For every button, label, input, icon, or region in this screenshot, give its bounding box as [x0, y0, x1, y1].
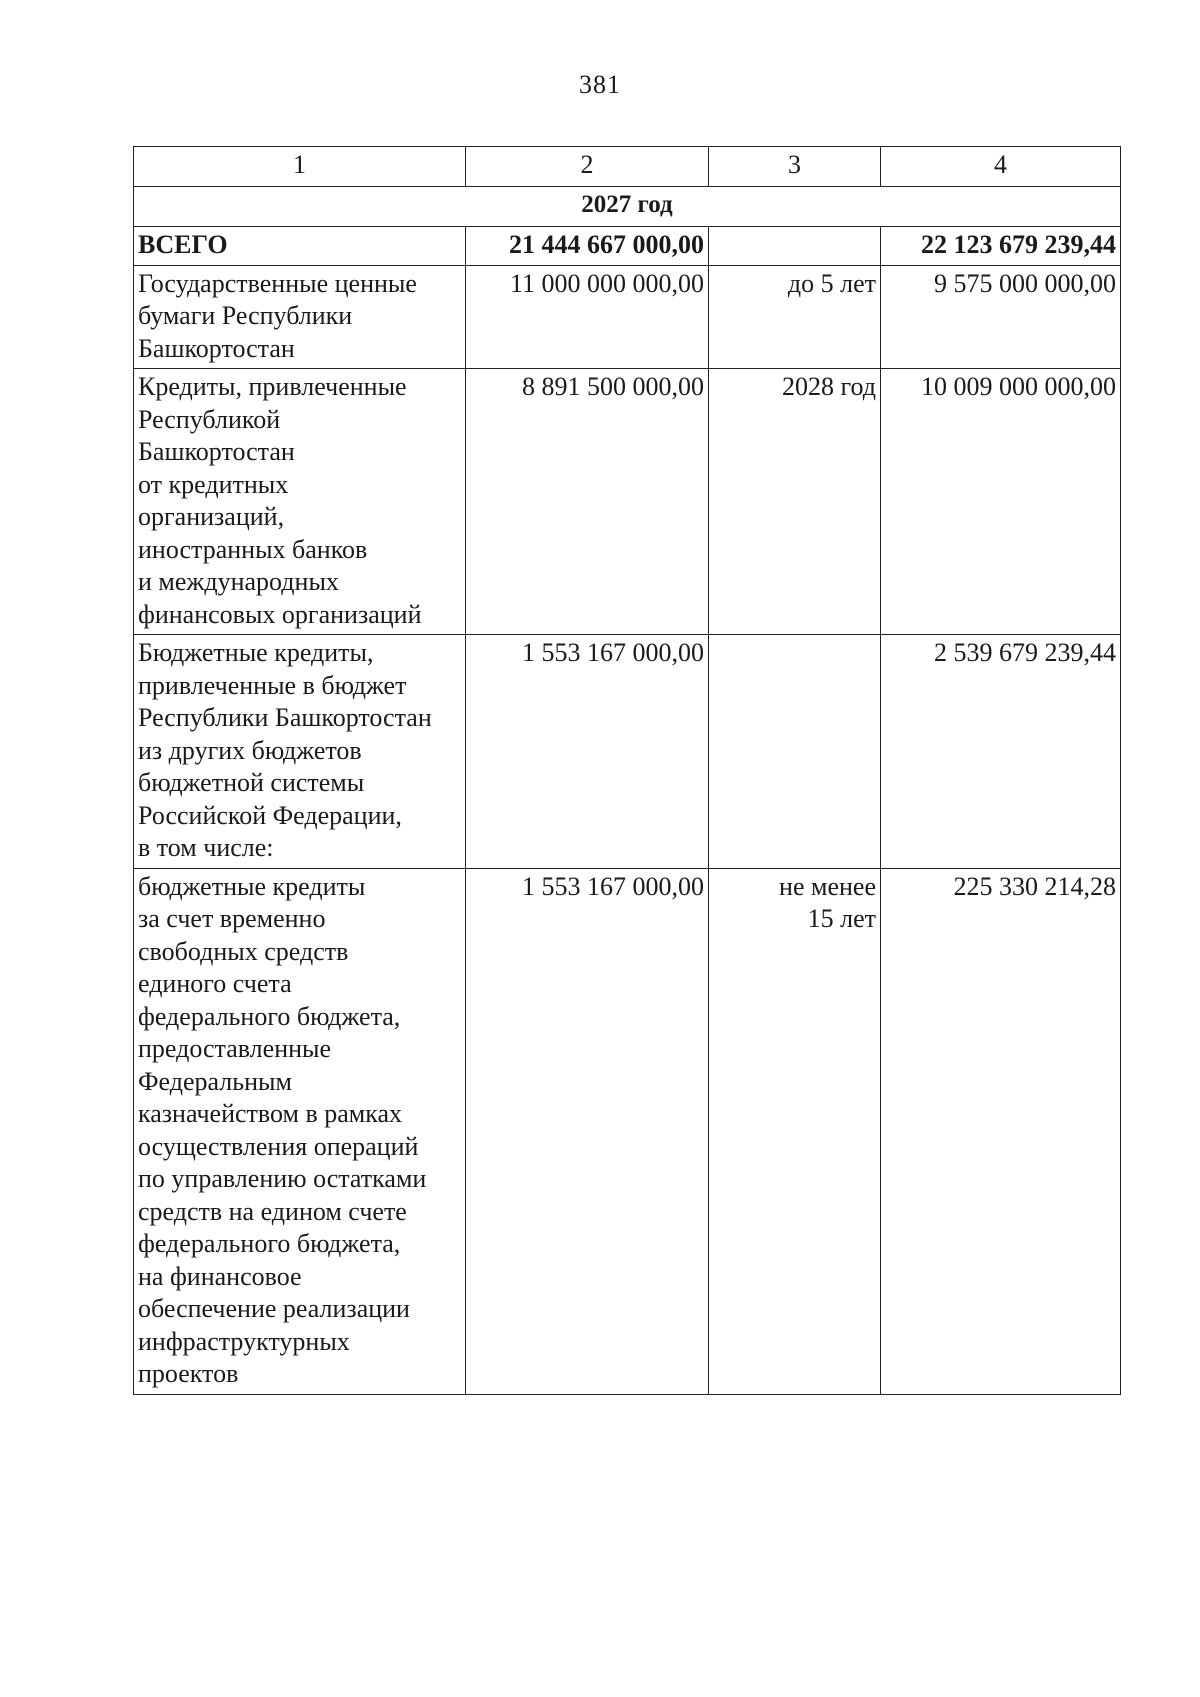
total-label: ВСЕГО: [134, 227, 466, 266]
column-header-4: 4: [881, 147, 1121, 187]
row-amount-raised: 1 553 167 000,00: [466, 635, 709, 869]
year-label: 2027 год: [134, 187, 1121, 227]
column-header-1: 1: [134, 147, 466, 187]
row-label: Кредиты, привлеченные Республикой Башкортостан от кредитных организаций, иностранных банков и международных финансовых организаций: [138, 372, 422, 629]
row-amount-limit: 9 575 000 000,00: [881, 265, 1121, 369]
column-header-3: 3: [709, 147, 881, 187]
row-term: не менее 15 лет: [779, 871, 876, 933]
year-row: [134, 187, 1121, 227]
table-row: [134, 265, 1121, 369]
total-amount-raised: 21 444 667 000,00: [466, 227, 709, 266]
row-term: 2028 год: [782, 372, 876, 401]
table-row: [134, 369, 1121, 635]
row-amount-raised: 11 000 000 000,00: [466, 265, 709, 369]
row-term: до 5 лет: [787, 268, 876, 298]
column-number-row: [134, 147, 1121, 187]
row-label: бюджетные кредиты за счет временно свободных средств единого счета федерального бюджета, предоставленные Федеральным казначейством в рамках осуществления операций по управлению остатками средств на едином счете федерального бюджета, на финансовое обеспечение реализации инфраструктурных проектов: [138, 871, 427, 1388]
total-row: [134, 227, 1121, 266]
total-term: [709, 227, 881, 266]
row-amount-raised: 1 553 167 000,00: [466, 868, 709, 1394]
row-label: Государственные ценные бумаги Республики Башкортостан: [138, 268, 417, 363]
row-amount-limit: 10 009 000 000,00: [881, 369, 1121, 635]
row-amount-limit: 225 330 214,28: [881, 868, 1121, 1394]
table-row: [134, 868, 1121, 1394]
table-row: [134, 635, 1121, 869]
row-label: Бюджетные кредиты, привлеченные в бюджет Республики Башкортостан из других бюджетов бюджетной системы Российской Федерации, в том числе:: [138, 638, 432, 862]
column-header-2: 2: [466, 147, 709, 187]
borrowing-table: [133, 146, 1121, 1395]
page-number: 381: [579, 70, 621, 99]
row-amount-raised: 8 891 500 000,00: [466, 369, 709, 635]
row-amount-limit: 2 539 679 239,44: [881, 635, 1121, 869]
total-amount-limit: 22 123 679 239,44: [881, 227, 1121, 266]
